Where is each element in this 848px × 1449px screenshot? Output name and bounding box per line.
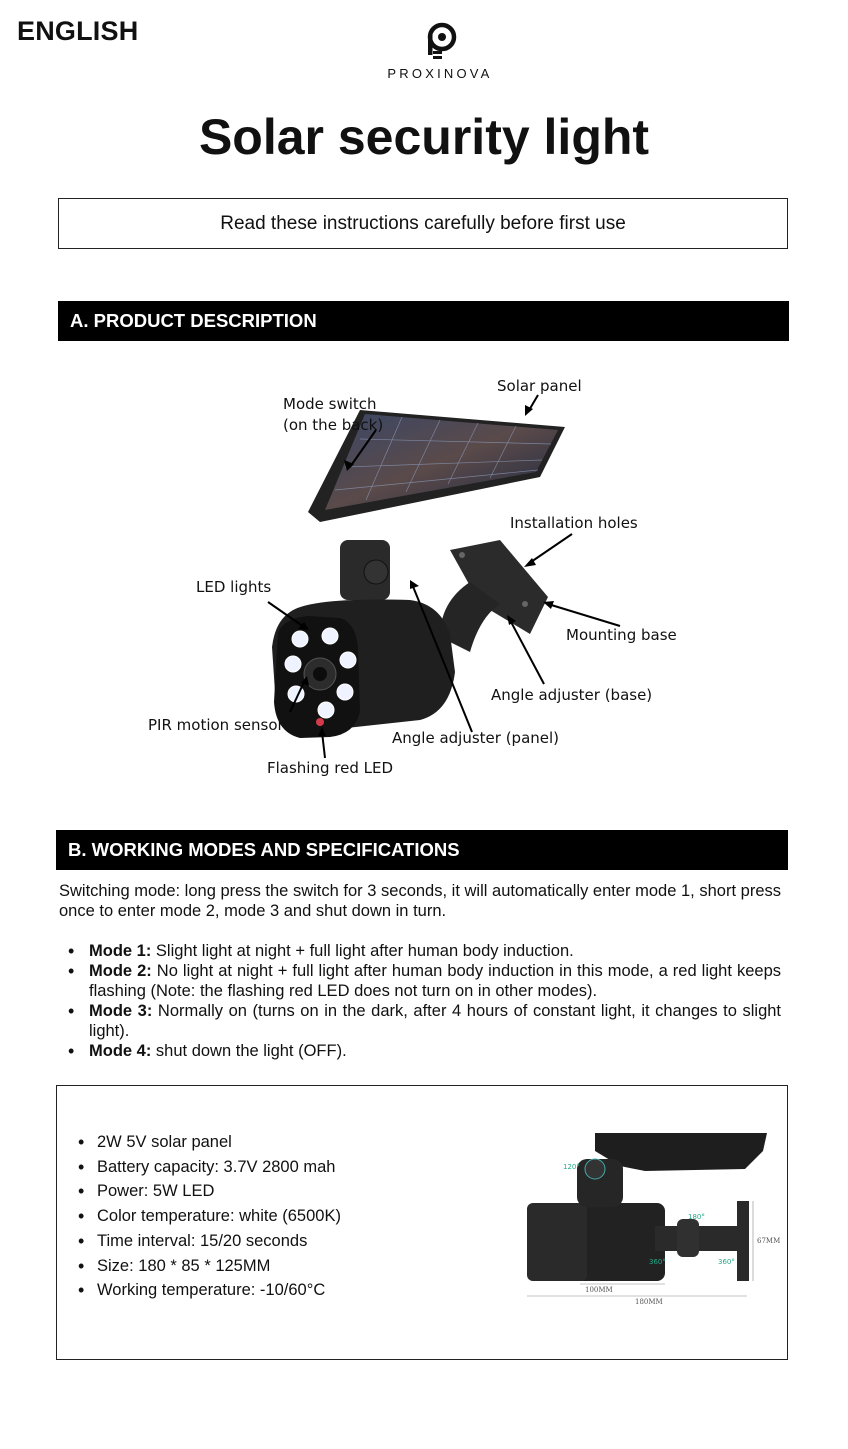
label-mounting-base: Mounting base bbox=[566, 626, 677, 644]
switching-mode-text: Switching mode: long press the switch for 3 seconds, it will automatically enter mode 1, short press once to enter mode 2, mode 3 and shut down in turn. bbox=[59, 882, 781, 920]
page-title: Solar security light bbox=[198, 109, 650, 165]
list-item: • Color temperature: white (6500K) bbox=[97, 1204, 341, 1229]
dimension-drawing bbox=[525, 1131, 781, 1311]
list-item: • Mode 1: Slight light at night + full light after human body induction. bbox=[59, 941, 781, 961]
dimension-diagram bbox=[525, 1131, 781, 1311]
list-item: • Time interval: 15/20 seconds bbox=[97, 1229, 341, 1254]
angle-120-label: 120° bbox=[563, 1163, 580, 1171]
proxinova-logo-icon bbox=[370, 18, 510, 64]
angle-180-label: 180° bbox=[688, 1213, 705, 1221]
list-item: • Power: 5W LED bbox=[97, 1179, 341, 1204]
list-item: • Mode 4: shut down the light (OFF). bbox=[59, 1041, 781, 1061]
section-a-title: A. PRODUCT DESCRIPTION bbox=[70, 310, 317, 331]
modes-list bbox=[59, 941, 781, 1061]
list-item: • Battery capacity: 3.7V 2800 mah bbox=[97, 1155, 341, 1180]
length-180-label: 180MM bbox=[635, 1298, 663, 1306]
notice-text: Read these instructions carefully before first use bbox=[220, 212, 626, 234]
notice-box bbox=[58, 198, 788, 249]
label-mode-switch: Mode switch bbox=[283, 395, 377, 413]
label-mode-switch-back: (on the back) bbox=[283, 416, 384, 434]
language-label: ENGLISH bbox=[17, 16, 139, 46]
length-100-label: 100MM bbox=[585, 1286, 613, 1294]
angle-360-base-label: 360° bbox=[718, 1258, 735, 1266]
label-angle-adjuster-panel: Angle adjuster (panel) bbox=[392, 729, 560, 747]
list-item: • Size: 180 * 85 * 125MM bbox=[97, 1254, 341, 1279]
specs-list bbox=[97, 1130, 341, 1303]
label-installation-holes: Installation holes bbox=[510, 514, 638, 532]
label-angle-adjuster-base: Angle adjuster (base) bbox=[491, 686, 653, 704]
label-solar-panel: Solar panel bbox=[497, 377, 582, 395]
section-b-heading bbox=[56, 830, 788, 870]
brand-name: PROXINOVA bbox=[387, 66, 493, 81]
list-item: • 2W 5V solar panel bbox=[97, 1130, 341, 1155]
brand-logo bbox=[370, 18, 510, 88]
product-diagram bbox=[140, 372, 700, 787]
list-item: • Working temperature: -10/60°C bbox=[97, 1278, 341, 1303]
height-label: 67MM bbox=[757, 1237, 781, 1245]
section-a-heading bbox=[58, 301, 789, 341]
specifications-box bbox=[56, 1085, 788, 1360]
angle-360-label: 360° bbox=[649, 1258, 666, 1266]
label-led-lights: LED lights bbox=[196, 578, 272, 596]
list-item: • Mode 3: Normally on (turns on in the dark, after 4 hours of constant light, it changes to slight light). bbox=[59, 1001, 781, 1041]
list-item: • Mode 2: No light at night + full light after human body induction in this mode, a red light keeps flashing (Note: the flashing red LED does not turn on in other modes). bbox=[59, 961, 781, 1001]
label-pir-sensor: PIR motion sensor bbox=[148, 716, 284, 734]
section-b-title: B. WORKING MODES AND SPECIFICATIONS bbox=[68, 839, 460, 860]
label-flashing-red-led: Flashing red LED bbox=[267, 759, 394, 777]
